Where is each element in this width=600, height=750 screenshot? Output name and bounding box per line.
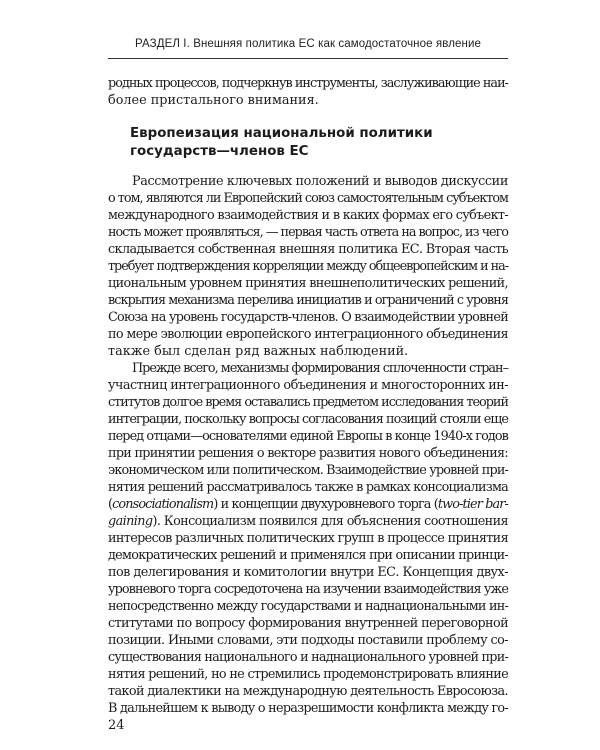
paragraph-line: нятия решений, но не стремились продемонстрировать влияние — [108, 667, 508, 682]
paragraph-line: Рассмотрение ключевых положений и выводов дискуссии — [132, 174, 508, 189]
running-head: РАЗДЕЛ I. Внешняя политика ЕС как самодостаточное явление — [135, 38, 481, 50]
paragraph-line: В дальнейшем к выводу о неразрешимости конфликта между го- — [108, 701, 508, 716]
paragraph-line: gaining). Консоциализм появился для объяснения соотношения — [108, 514, 508, 529]
paragraph-line: пов делегирования и комитологии внутри ЕС. Концепция двух- — [108, 565, 508, 580]
paragraph-line: существования национального и наднационального уровней при- — [108, 650, 508, 665]
paragraph-line: ститутами по вопросу формирования внутренней переговорной — [108, 616, 508, 631]
paragraph-line: ность может проявляться, — первая часть ответа на вопрос, из чего — [108, 225, 508, 240]
intro-line: более пристального внимания. — [108, 93, 319, 108]
paragraph-line: циональным уровнем принятия внешнеполитических решений, — [108, 276, 508, 291]
paragraph-line: такой диалектики на международную деятельность Евросоюза. — [108, 684, 508, 699]
paragraph-line: требует подтверждения корреляции между общеевропейским и на- — [108, 259, 508, 274]
paragraph-line: по мере эволюции европейского интеграционного объединения — [108, 327, 508, 342]
paragraph-line: вскрытия механизма перелива инициатив и ограничений с уровня — [108, 293, 508, 308]
header-rule — [108, 58, 508, 59]
paragraph-line: экономическом или политическом. Взаимодействие уровней при- — [108, 463, 508, 478]
paragraph-line: нятия решений рассматривалось также в рамках консоциализма — [108, 480, 508, 495]
paragraph-line: о том, являются ли Европейский союз самостоятельным субъектом — [108, 191, 508, 206]
paragraph-line: перед отцами—основателями единой Европы в конце 1940-х годов — [108, 429, 508, 444]
paragraph-line: уровневого торга сосредоточена на изучении взаимодействия уже — [108, 582, 508, 597]
paragraph-line: позиции. Иными словами, эти подходы поставили проблему со- — [108, 633, 508, 648]
paragraph-line: (consociationalism) и концепции двухуровневого торга (two-tier bar- — [108, 497, 508, 512]
section-heading-line: государств—членов ЕС — [130, 144, 309, 159]
paragraph-line: при принятии решения о векторе развития нового объединения: — [108, 446, 508, 461]
intro-line: родных процессов, подчеркнув инструменты, заслуживающие наи- — [108, 76, 508, 91]
paragraph-line: непосредственно между государствами и наднациональными ин- — [108, 599, 508, 614]
section-heading-line: Европеизация национальной политики — [130, 126, 433, 141]
paragraph-line: Прежде всего, механизмы формирования сплоченности стран– — [132, 361, 508, 376]
paragraph-line: интеграции, поскольку вопросы согласования позиций стояли еще — [108, 412, 508, 427]
paragraph-line: складывается собственная внешняя политика ЕС. Вторая часть — [108, 242, 508, 257]
paragraph-line: международного взаимодействия и в каких формах его субъект- — [108, 208, 508, 223]
paragraph-line: ститутов долгое время оставались предметом исследования теорий — [108, 395, 508, 410]
paragraph-line: также был сделан ряд важных наблюдений. — [108, 344, 409, 359]
paragraph-line: интересов различных политических групп в процессе принятия — [108, 531, 508, 546]
paragraph-line: демократических решений и применялся при описании принци- — [108, 548, 508, 563]
paragraph-line: участниц интеграционного объединения и многосторонних ин- — [108, 378, 508, 393]
paragraph-line: Союза на уровень государств-членов. О взаимодействии уровней — [108, 310, 508, 325]
page-number: 24 — [108, 718, 125, 733]
